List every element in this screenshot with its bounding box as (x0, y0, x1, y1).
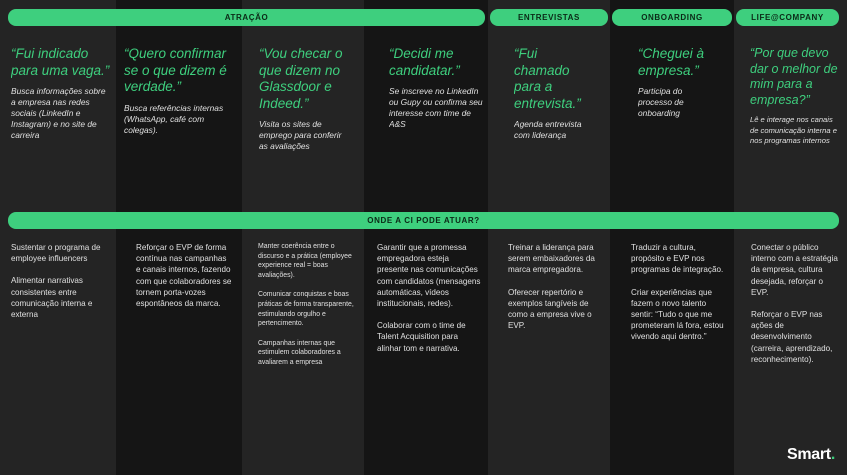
quote-7: “Por que devo dar o melhor de mim para a empresa?” (750, 46, 838, 107)
action-4-1: Garantir que a promessa empregadora esteja presente nas comunicações com candidatos (mensagens automáticas, vídeos institucionais, redes). (377, 243, 481, 309)
stage-cell-2 (124, 46, 238, 204)
stage-cell-1 (11, 46, 111, 204)
quote-1: “Fui indicado para uma vaga.” (11, 46, 110, 78)
desc-4: Se inscreve no LinkedIn ou Gupy ou confirma seu interesse com time de A&S (389, 86, 483, 129)
action-3-3: Campanhas internas que estimulem colaboradores a avaliarem a empresa (258, 339, 341, 366)
action-1-2: Alimentar narrativas consistentes entre comunicação interna e externa (11, 276, 93, 320)
actions-cell-5 (508, 242, 600, 432)
action-5-2: Oferecer repertório e exemplos tangíveis de como a empresa vive o EVP. (508, 287, 592, 331)
actions-cell-4 (377, 242, 481, 432)
actions-cell-2 (136, 242, 232, 432)
desc-2: Busca referências internas (WhatsApp, café com colegas). (124, 102, 224, 135)
smart-logo (787, 446, 835, 464)
desc-6: Participa do processo de onboarding (638, 86, 684, 118)
header-onboarding: ONBOARDING (612, 9, 732, 26)
quote-2: “Quero confirmar se o que dizem é verdade.” (124, 46, 227, 94)
actions-cell-3 (258, 242, 358, 452)
stage-cell-7 (750, 46, 842, 204)
header-atracao: ATRAÇÃO (8, 9, 485, 26)
header-onde-ci-pode-atuar: ONDE A CI PODE ATUAR? (8, 212, 839, 229)
header-entrevistas: ENTREVISTAS (490, 9, 608, 26)
actions-cell-7 (751, 242, 839, 432)
desc-1: Busca informações sobre a empresa nas redes sociais (LinkedIn e Instagram) e no site de carreira (11, 86, 106, 140)
action-6-2: Criar experiências que fazem o novo talento sentir: “Tudo o que me prometeram lá fora, estou vivendo aqui dentro.” (631, 287, 724, 342)
desc-5: Agenda entrevista com liderança (514, 119, 582, 140)
action-5-1: Treinar a liderança para serem embaixadores da marca empregadora. (508, 243, 595, 275)
action-7-2: Reforçar o EVP nas ações de desenvolvimento (carreira, aprendizado, reconhecimento). (751, 310, 833, 364)
action-7-1: Conectar o público interno com a estratégia da empresa, cultura desejada, reforçar o EVP. (751, 243, 838, 297)
action-2-1: Reforçar o EVP de forma contínua nas campanhas e canais internos, fazendo com que colaboradores se tornem porta-vozes espontâneos da marca. (136, 243, 232, 309)
logo-dot: . (830, 446, 835, 463)
action-3-1: Manter coerência entre o discurso e a prática (employee experience real = boas avaliações). (258, 243, 352, 279)
stage-cell-6 (638, 46, 728, 204)
quote-4: “Decidi me candidatar.” (389, 46, 460, 78)
stage-cell-4 (389, 46, 484, 204)
actions-cell-6 (631, 242, 729, 432)
action-1-1: Sustentar o programa de employee influencers (11, 243, 101, 264)
action-4-2: Colaborar com o time de Talent Acquisition para alinhar tom e narrativa. (377, 321, 466, 353)
quote-6: “Cheguei à empresa.” (638, 46, 705, 78)
header-life-company: LIFE@COMPANY (736, 9, 839, 26)
desc-3: Visita os sites de emprego para conferir as avaliações (259, 119, 342, 151)
stage-cell-5 (514, 46, 604, 204)
quote-3: “Vou checar o que dizem no Glassdoor e Indeed.” (259, 46, 343, 111)
quote-5: “Fui chamado para a entrevista.” (514, 46, 581, 111)
stage-cell-3 (259, 46, 359, 204)
actions-cell-1 (11, 242, 105, 432)
desc-7: Lê e interage nos canais de comunicação interna e nos programas internos (750, 115, 837, 145)
action-3-2: Comunicar conquistas e boas práticas de forma transparente, estimulando orgulho e pertencimento. (258, 291, 354, 328)
logo-text: Smart (786, 446, 831, 463)
action-6-1: Traduzir a cultura, propósito e EVP nos programas de integração. (631, 243, 724, 275)
